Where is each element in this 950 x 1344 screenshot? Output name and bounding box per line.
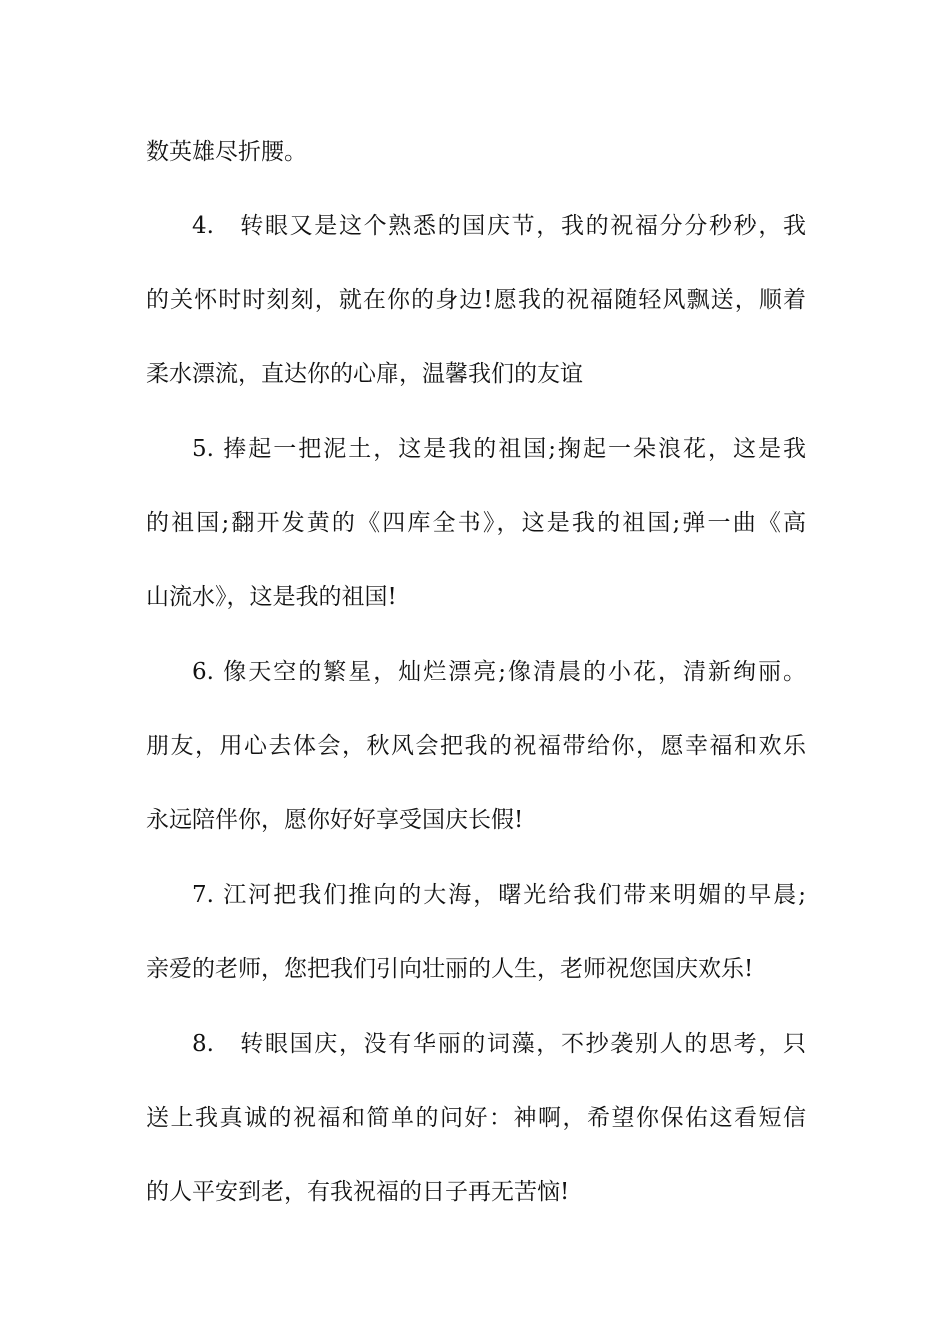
paragraph-4-line: 柔水漂流，直达你的心扉，温馨我们的友谊 — [146, 361, 583, 387]
paragraph-5-line: 5. 捧起一把泥土，这是我的祖国;掬起一朵浪花，这是我 — [192, 436, 806, 462]
paragraph-5-line: 的祖国;翻开发黄的《四库全书》，这是我的祖国;弹一曲《高 — [146, 510, 806, 536]
text-line: 数英雄尽折腰。 — [146, 139, 307, 165]
paragraph-8-line: 8. 转眼国庆，没有华丽的词藻，不抄袭别人的思考，只 — [192, 1031, 806, 1057]
paragraph-4-line: 4. 转眼又是这个熟悉的国庆节，我的祝福分分秒秒，我 — [192, 213, 806, 239]
paragraph-8-line: 的人平安到老，有我祝福的日子再无苦恼! — [146, 1179, 570, 1205]
paragraph-7-line: 7. 江河把我们推向的大海，曙光给我们带来明媚的早晨; — [192, 882, 806, 908]
paragraph-4-line: 的关怀时时刻刻，就在你的身边!愿我的祝福随轻风飘送，顺着 — [146, 287, 806, 313]
paragraph-8-line: 送上我真诚的祝福和简单的问好：神啊，希望你保佑这看短信 — [146, 1105, 806, 1131]
paragraph-5-line: 山流水》，这是我的祖国! — [146, 584, 397, 610]
paragraph-6-line: 永远陪伴你，愿你好好享受国庆长假! — [146, 807, 524, 833]
paragraph-7-line: 亲爱的老师，您把我们引向壮丽的人生，老师祝您国庆欢乐! — [146, 956, 754, 982]
paragraph-6-line: 6. 像天空的繁星，灿烂漂亮;像清晨的小花，清新绚丽。 — [192, 659, 806, 685]
paragraph-6-line: 朋友，用心去体会，秋风会把我的祝福带给你，愿幸福和欢乐 — [146, 733, 806, 759]
